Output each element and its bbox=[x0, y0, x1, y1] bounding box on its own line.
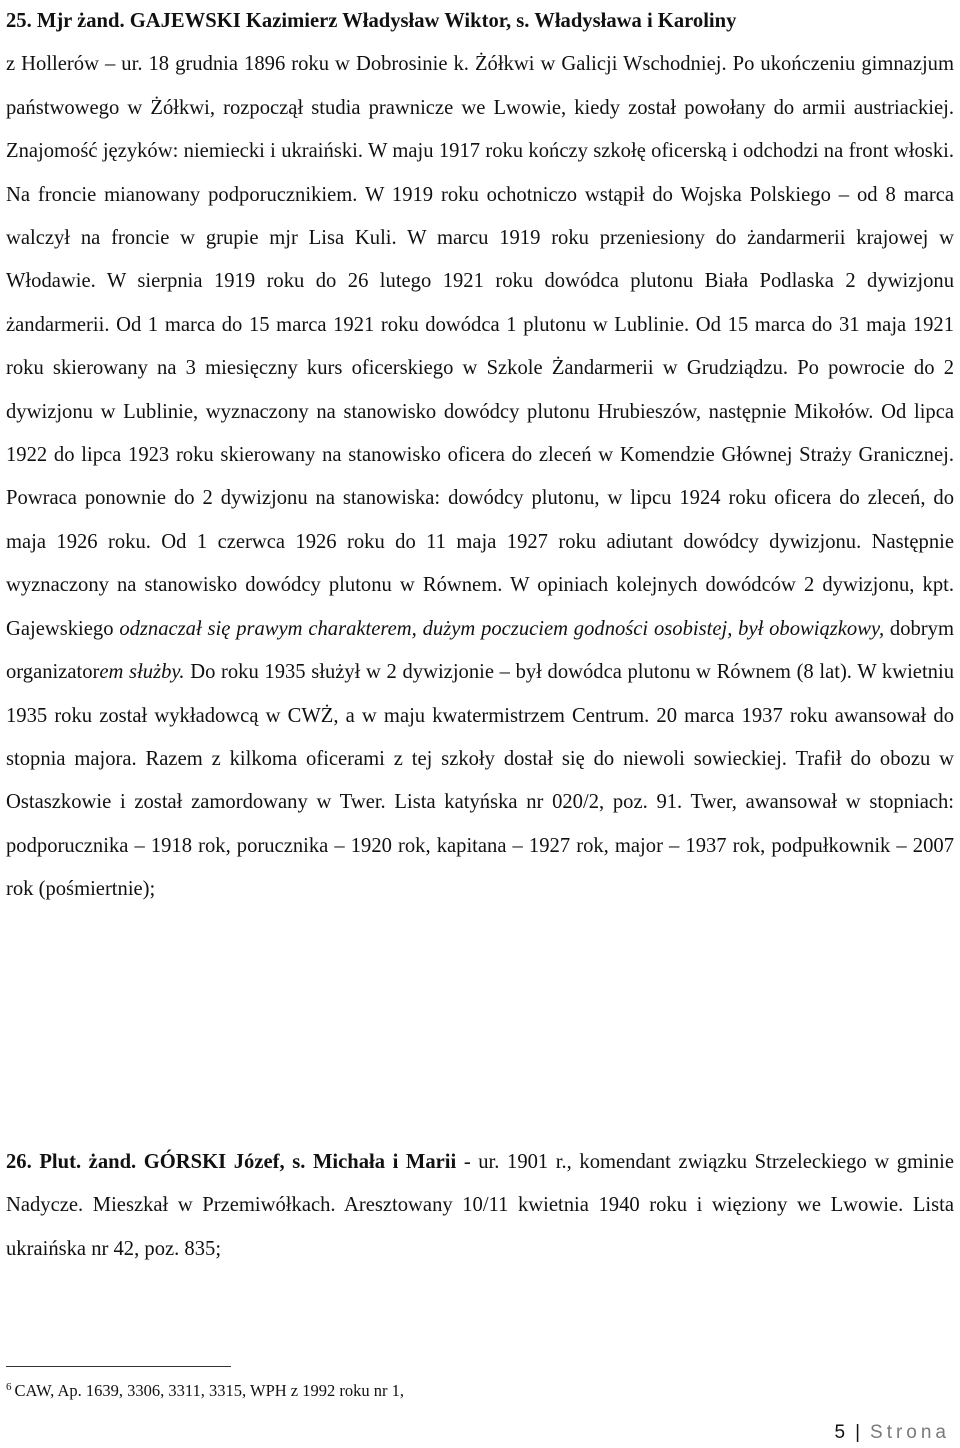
footnote bbox=[6, 1376, 954, 1402]
entry-26-heading: 26. Plut. żand. GÓRSKI Józef, s. Michała i Marii bbox=[6, 1151, 457, 1173]
entry-26-text: - ur. 1901 r., komendant związku Strzeleckiego w gminie Nadycze. Mieszkał w Przemiwółkach. Aresztowany 10/11 kwietnia 1940 roku i więziony we Lwowie. Lista ukraińska nr 42, poz. 835; bbox=[6, 1151, 954, 1260]
entry-25-quote-end: em służby. bbox=[99, 661, 185, 684]
footnote-divider bbox=[6, 1366, 231, 1367]
entry-25-body: W 1919 roku ochotniczo wstąpił do Wojska Polskiego – od 8 marca walczył na froncie w grupie mjr Lisa Kuli. W marcu 1919 roku przeniesiony do żandarmerii krajowej w Włodawie. W sierpnia 1919 roku do 26 lutego 1921 roku dowódca plutonu Biała Podlaska 2 dywizjonu żandarmerii. Od 1 marca do 15 marca 1921 roku dowódca 1 plutonu w Lublinie. Od 15 marca do 31 maja 1921 roku skierowany na 3 miesięczny kurs oficerskiego w Szkole Żandarmerii w Grudziądzu. Po powrocie do 2 dywizjonu w Lublinie, wyznaczony na stanowisko dowódcy plutonu Hrubieszów, następnie Mikołów. Od lipca 1922 do lipca 1923 roku skierowany na stanowisko oficera do zleceń w Komendzie Głównej Straży Granicznej. Powraca ponownie do 2 dywizjonu na stanowiska: dowódcy plutonu, w lipcu 1924 roku oficera do zleceń, do maja 1926 roku. Od 1 czerwca 1926 roku do 11 maja 1927 roku adiutant dowódcy dywizjonu. Następnie wyznaczony na stanowisko dowódcy plutonu w Równem. W opiniach kolejnych dowódców 2 dywizjonu, kpt. Gajewskiego bbox=[6, 183, 954, 640]
footnote-text: CAW, Ap. 1639, 3306, 3311, 3315, WPH z 1992 roku nr 1, bbox=[14, 1381, 404, 1400]
entry-26 bbox=[6, 1141, 954, 1271]
entry-25-heading: 25. Mjr żand. GAJEWSKI Kazimierz Władysław Wiktor, s. Władysława i Karoliny bbox=[6, 10, 737, 32]
entry-25 bbox=[6, 0, 954, 912]
footer-word: Strona bbox=[870, 1422, 950, 1443]
entry-25-quote: odznaczał się prawym charakterem, dużym poczuciem godności osobistej, był obowiązkowy, bbox=[119, 617, 885, 640]
page-footer bbox=[835, 1420, 951, 1446]
footer-separator: | bbox=[855, 1422, 861, 1443]
entry-25-tail: Do roku 1935 służył w 2 dywizjonie – był dowódca plutonu w Równem (8 lat). W kwietniu 1935 roku został wykładowcą w CWŻ, a w maju kwatermistrzem Centrum. 20 marca 1937 roku awansował do stopnia majora. Razem z kilkoma oficerami z tej szkoły dostał się do niewoli sowieckiej. Trafił do obozu w Ostaszkowie i został zamordowany w Twer. Lista katyńska nr 020/2, poz. 91. Twer, awansował w stopniach: podporucznika – 1918 rok, porucznika – 1920 rok, kapitana – 1927 rok, major – 1937 rok, podpułkownik – 2007 rok (pośmiertnie); bbox=[6, 661, 954, 901]
footnote-marker: 6 bbox=[6, 1381, 12, 1393]
page-number: 5 bbox=[834, 1422, 846, 1443]
entry-25-lead: z Hollerów – ur. 18 grudnia 1896 roku w Dobrosinie k. Żółkwi w Galicji Wschodniej. Po ukończeniu gimnazjum państwowego w Żółkwi, rozpoczął studia prawnicze we Lwowie, kiedy został powołany do armii austriackiej. Znajomość języków: niemiecki i ukraiński. W maju 1917 roku kończy szkołę oficerską i odchodzi na front włoski. Na froncie mianowany podporucznikiem. bbox=[6, 53, 954, 206]
entry-25-quote-plain: dobrym organizator bbox=[6, 617, 954, 684]
